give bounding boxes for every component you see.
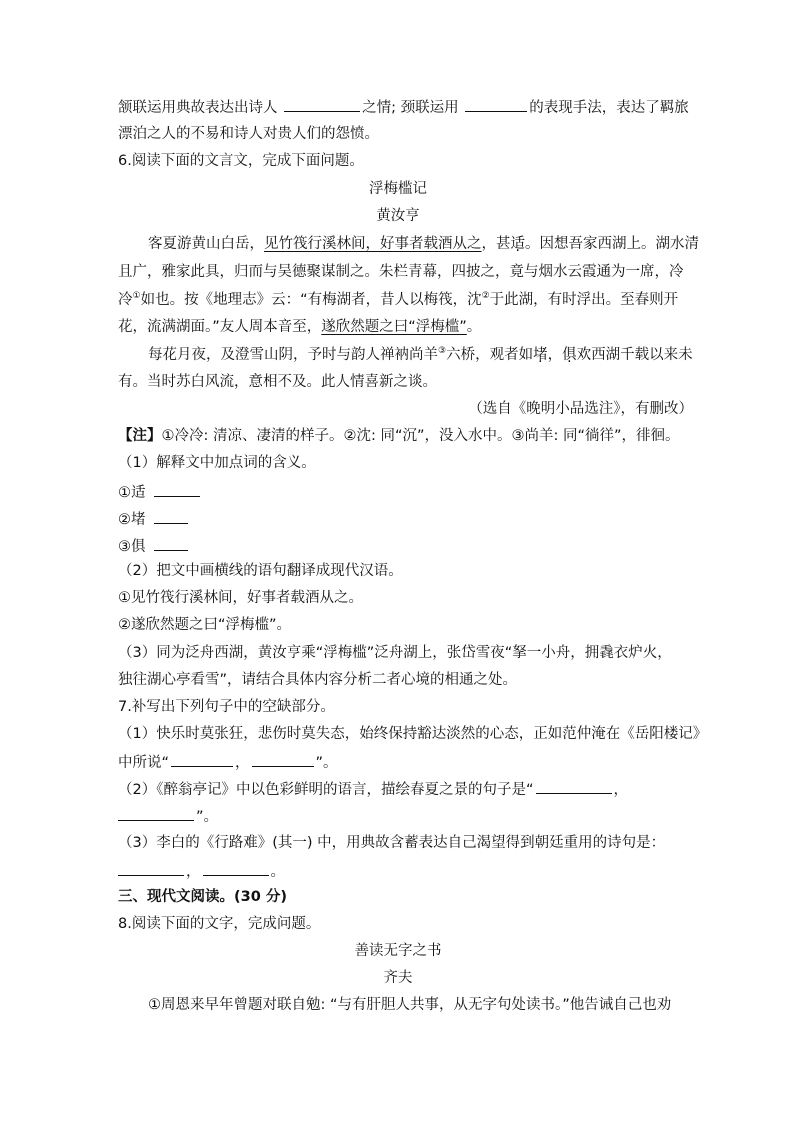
annotation-note bbox=[118, 426, 688, 448]
sub-question-3-cont: 独往湖心亭看雪”，请结合具体内容分析二者心境的相通之处。 bbox=[118, 672, 518, 688]
passage-line: 有。当时苏白风流，意相不及。此人情喜新之谈。 bbox=[118, 374, 437, 390]
q7-item-1-cont bbox=[118, 751, 688, 773]
answer-blank[interactable] bbox=[284, 96, 360, 112]
passage-line bbox=[148, 345, 718, 367]
answer-blank[interactable] bbox=[154, 508, 188, 524]
text: 中所说“ bbox=[118, 755, 170, 771]
dotted-word: 俱 bbox=[562, 347, 577, 363]
footnote-mark: ② bbox=[481, 291, 490, 302]
passage-author: 黄汝亨 bbox=[376, 208, 420, 224]
q5-text: 的表现手法，表达了羁旅 bbox=[529, 100, 689, 116]
q5-text: 之情; 颈联运用 bbox=[362, 100, 459, 116]
q5-line-1 bbox=[118, 96, 688, 118]
section-heading: 三、现代文阅读。(30 分) bbox=[118, 889, 287, 905]
text: ”。 bbox=[315, 755, 338, 771]
q7-item-1: （1）快乐时莫张狂，悲伤时莫失态，始终保持豁达淡然的心态，正如范仲淹在《岳阳楼记》 bbox=[118, 726, 708, 742]
underlined-sentence: 遂欣然题之曰“浮梅槛” bbox=[321, 319, 467, 335]
sub-question-2: （2）把文中画横线的语句翻译成现代汉语。 bbox=[118, 563, 403, 579]
text: 如也。按《地理志》云：“有梅湖者，昔人以梅筏，沈 bbox=[140, 292, 482, 308]
text: ， bbox=[547, 347, 563, 363]
q7-item-2 bbox=[118, 778, 688, 800]
sub-question-3: （3）同为泛舟西湖，黄汝亨乘“浮梅槛”泛舟湖上，张岱雪夜“拏一小舟，拥毳衣炉火， bbox=[118, 645, 672, 661]
answer-blank[interactable] bbox=[252, 751, 314, 767]
answer-blank[interactable] bbox=[118, 860, 184, 876]
passage-line: ①周恩来早年曾题对联自勉: “与有肝胆人共事，从无字句处读书。”他告诫自己也劝 bbox=[148, 997, 672, 1013]
underlined-sentence: 见竹筏行溪林间，好事者载酒从之 bbox=[264, 236, 482, 252]
passage-line bbox=[148, 234, 718, 256]
answer-blank[interactable] bbox=[171, 751, 233, 767]
q6-intro: 6.阅读下面的文言文，完成下面问题。 bbox=[118, 153, 364, 169]
dotted-word: 适 bbox=[510, 236, 525, 252]
text: ， bbox=[186, 864, 201, 880]
passage-author: 齐夫 bbox=[383, 970, 413, 986]
footnote-mark: ③ bbox=[438, 346, 447, 357]
text: 。因想吾家西湖上。湖水清 bbox=[525, 236, 699, 252]
q8-intro: 8.阅读下面的文字，完成问题。 bbox=[118, 916, 321, 932]
q7-item-3: （3）李白的《行路难》(其一) 中，用典故含蓄表达自己渴望得到朝廷重用的诗句是： bbox=[118, 835, 666, 851]
answer-blank[interactable] bbox=[118, 805, 194, 821]
sub-item bbox=[118, 535, 688, 557]
text: ③俱 bbox=[118, 539, 146, 555]
text: ， bbox=[235, 755, 250, 771]
passage-line bbox=[118, 290, 688, 312]
text: ②堵 bbox=[118, 512, 146, 528]
text: 欢西湖千载以来未 bbox=[576, 347, 693, 363]
text: 。 bbox=[466, 319, 482, 335]
answer-blank[interactable] bbox=[465, 96, 527, 112]
dotted-word: 堵 bbox=[533, 347, 548, 363]
text: ，甚 bbox=[481, 236, 511, 252]
text: 花，流满湖面。”友人周本音至， bbox=[118, 319, 322, 335]
passage-title: 浮梅槛记 bbox=[369, 181, 427, 197]
text: 于此湖，有时浮出。至春则开 bbox=[489, 292, 679, 308]
text: ， bbox=[613, 782, 628, 798]
sub-item: ②遂欣然题之曰“浮梅槛”。 bbox=[118, 617, 292, 633]
note-tag: 【注】 bbox=[118, 428, 162, 444]
text: 每花月夜，及澄雪山阴，予时与韵人禅衲尚羊 bbox=[148, 347, 438, 363]
sub-item bbox=[118, 481, 688, 503]
sub-item: ①见竹筏行溪林间，好事者载酒从之。 bbox=[118, 590, 363, 606]
answer-blank[interactable] bbox=[536, 778, 612, 794]
sub-item bbox=[118, 508, 688, 530]
answer-blank[interactable] bbox=[154, 535, 188, 551]
text: 客夏游黄山白岳， bbox=[148, 236, 264, 252]
q7-intro: 7.补写出下列句子中的空缺部分。 bbox=[118, 699, 335, 715]
text: ”。 bbox=[196, 809, 219, 825]
q7-item-3-cont bbox=[118, 860, 688, 882]
footnote-mark: ① bbox=[132, 291, 141, 302]
text: 冷 bbox=[118, 292, 133, 308]
passage-title: 善读无字之书 bbox=[354, 943, 442, 959]
passage-line: 且广，雅家此具，归而与吴德聚谋制之。朱栏青幕，四披之，竟与烟水云霞通为一席，冷 bbox=[118, 264, 684, 280]
passage-line bbox=[118, 317, 688, 339]
note-text: ①冷冷: 清凉、凄清的样子。②沈: 同“沉”，没入水中。③尚羊: 同“徜徉”，徘徊。 bbox=[161, 428, 680, 444]
q7-item-2-cont bbox=[118, 805, 688, 827]
text: ①适 bbox=[118, 485, 146, 501]
passage-source: （选自《晚明小品选注》，有删改） bbox=[468, 401, 693, 417]
sub-question-1: （1）解释文中加点词的含义。 bbox=[118, 455, 316, 471]
q5-line-2: 漂泊之人的不易和诗人对贵人们的怨愤。 bbox=[118, 126, 379, 142]
q5-text: 颔联运用典故表达出诗人 bbox=[118, 100, 278, 116]
answer-blank[interactable] bbox=[203, 860, 269, 876]
text: （2）《醉翁亭记》中以色彩鲜明的语言，描绘春夏之景的句子是“ bbox=[118, 782, 534, 798]
answer-blank[interactable] bbox=[154, 481, 200, 497]
text: 。 bbox=[270, 864, 285, 880]
text: 六桥，观者如 bbox=[446, 347, 534, 363]
